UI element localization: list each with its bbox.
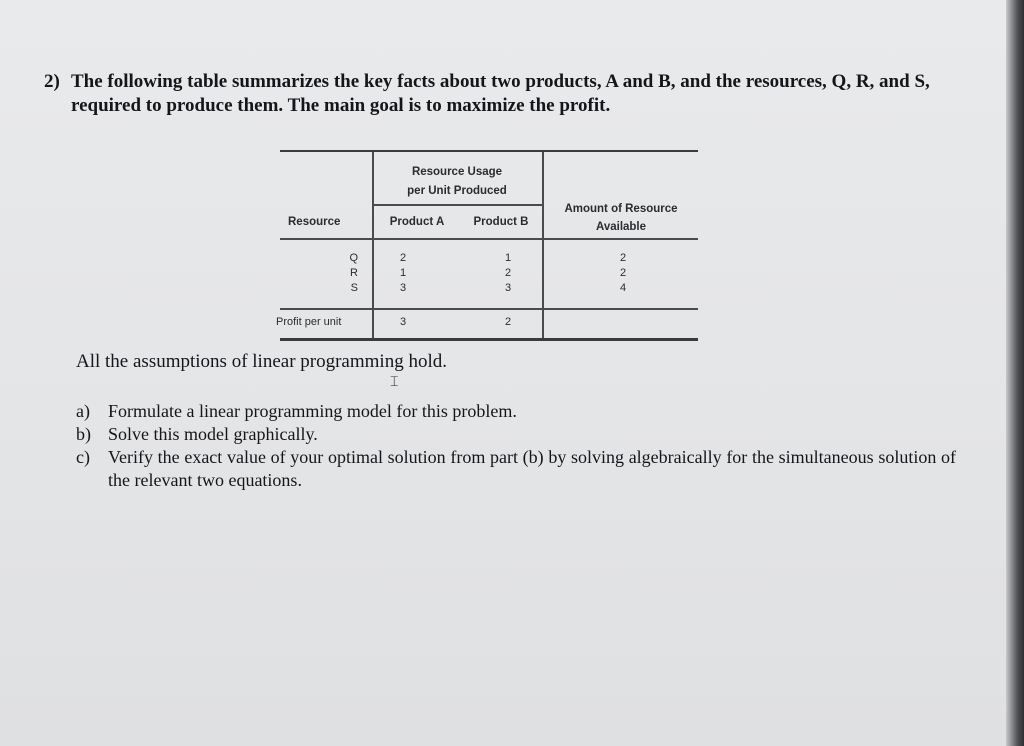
row-s-available: 4 bbox=[619, 282, 627, 294]
row-r-b: 2 bbox=[504, 267, 512, 279]
table-divider-b bbox=[542, 152, 544, 338]
resource-header: Resource bbox=[288, 216, 341, 228]
part-b-label: b) bbox=[76, 424, 91, 444]
question-text: The following table summarizes the key facts about two products, A and B, and the resources, Q, R, and S, required to produce them. The main goal is to maximize the profit. bbox=[71, 71, 930, 116]
body-rule bbox=[280, 308, 698, 310]
question-number: 2) bbox=[44, 71, 60, 92]
row-q-available: 2 bbox=[619, 252, 627, 264]
part-b-text: Solve this model graphically. bbox=[108, 424, 318, 444]
monitor-bezel-edge bbox=[1006, 0, 1024, 746]
available-header bbox=[544, 200, 698, 236]
part-c-text: Verify the exact value of your optimal solution from part (b) by solving algebraically for the simultaneous solution of the relevant two equations. bbox=[108, 447, 956, 490]
question-parts bbox=[76, 400, 956, 492]
group-header-line1: Resource Usage bbox=[411, 166, 503, 178]
available-header-line2: Available bbox=[595, 221, 647, 233]
assumption-text: All the assumptions of linear programming hold. bbox=[76, 351, 447, 372]
available-header-line1: Amount of Resource bbox=[564, 203, 678, 215]
profit-label: Profit per unit bbox=[276, 316, 342, 328]
part-a-label: a) bbox=[76, 401, 90, 421]
resource-table bbox=[276, 148, 698, 344]
row-resource-r: R bbox=[350, 267, 358, 279]
row-resource-s: S bbox=[350, 282, 358, 294]
profit-b: 2 bbox=[504, 316, 512, 328]
part-a-text: Formulate a linear programming model for this problem. bbox=[108, 401, 517, 421]
group-header-rule bbox=[372, 204, 542, 206]
text-cursor-icon: ⌶ bbox=[390, 374, 399, 390]
row-q-a: 2 bbox=[399, 252, 407, 264]
row-r-a: 1 bbox=[399, 267, 407, 279]
header-rule bbox=[280, 238, 698, 240]
profit-a: 3 bbox=[399, 316, 407, 328]
question-2 bbox=[44, 70, 964, 118]
product-a-header: Product A bbox=[389, 216, 445, 228]
product-b-header: Product B bbox=[473, 216, 529, 228]
row-resource-q: Q bbox=[349, 252, 358, 264]
part-c-label: c) bbox=[76, 447, 90, 467]
table-top-rule bbox=[280, 150, 698, 152]
part-c bbox=[76, 446, 956, 492]
table-bottom-rule bbox=[280, 338, 698, 341]
row-q-b: 1 bbox=[504, 252, 512, 264]
group-header bbox=[372, 163, 542, 201]
part-a bbox=[76, 400, 956, 423]
row-r-available: 2 bbox=[619, 267, 627, 279]
part-b bbox=[76, 423, 956, 446]
group-header-line2: per Unit Produced bbox=[407, 185, 507, 197]
row-s-b: 3 bbox=[504, 282, 512, 294]
row-s-a: 3 bbox=[399, 282, 407, 294]
